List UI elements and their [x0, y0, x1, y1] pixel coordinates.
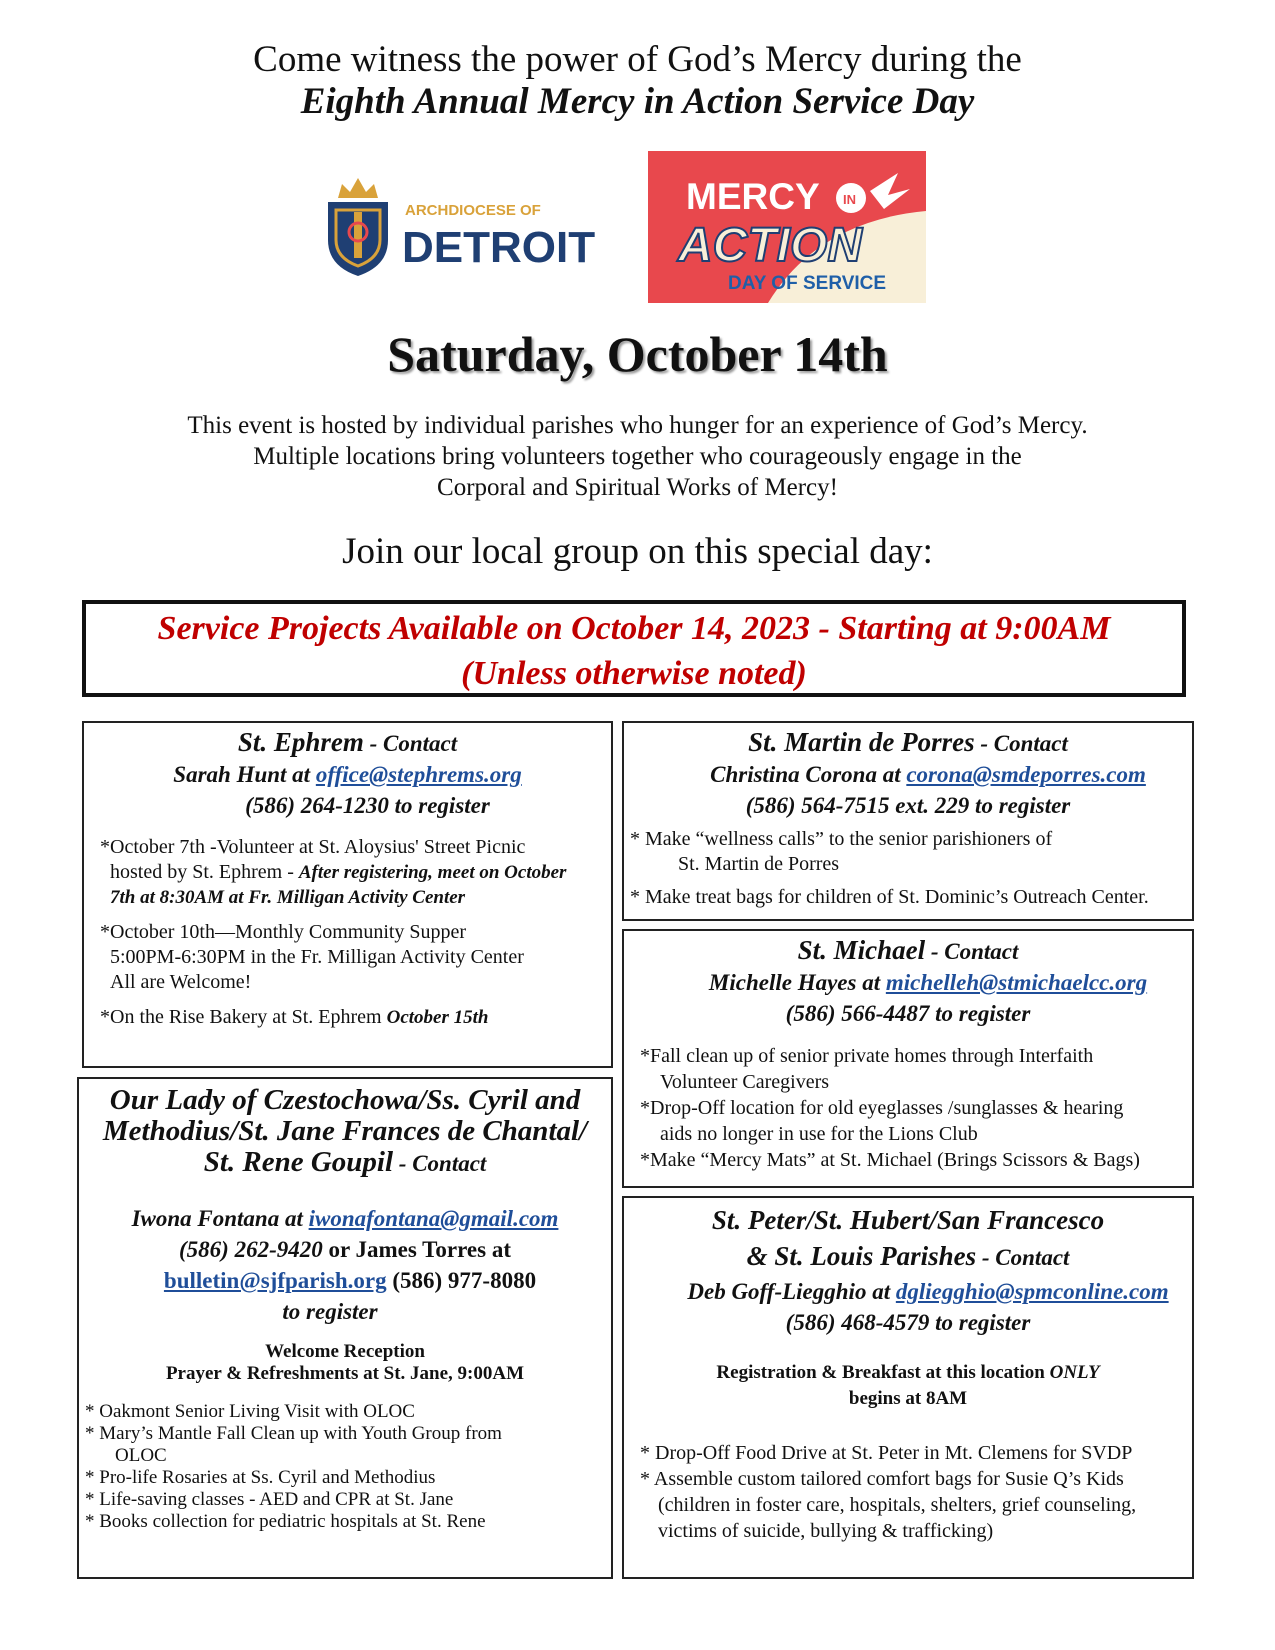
parish-name: St. Martin de Porres	[748, 727, 975, 757]
contact-person: Michelle Hayes at	[708, 970, 886, 995]
register-note: to register	[282, 1299, 378, 1324]
parish-box-st-ephrem	[82, 721, 613, 1068]
contact-phone-2: (586) 977-8080	[386, 1268, 537, 1293]
archdiocese-crest-icon	[320, 170, 610, 280]
ephrem-item-2-line-1: *October 10th—Monthly Community Supper	[100, 921, 467, 943]
contact-person: Deb Goff-Liegghio at	[687, 1279, 896, 1304]
peter-item-2-line-1: * Assemble custom tailored comfort bags for Susie Q’s Kids	[640, 1468, 1124, 1490]
mercy-in-action-logo	[648, 151, 926, 303]
mia-action-text: ACTION	[678, 219, 862, 272]
contact-label: - Contact	[925, 939, 1019, 964]
ephrem-item-2-line-3: All are Welcome!	[110, 971, 252, 993]
mia-mercy-text: MERCY	[686, 176, 820, 217]
email-link-1[interactable]: iwonafontana@gmail.com	[308, 1206, 559, 1231]
service-projects-banner	[82, 600, 1186, 697]
contact-person: Sarah Hunt at	[173, 762, 316, 787]
contact-phone: (586) 264-1230 to register	[245, 793, 490, 818]
parish-name-line-1: St. Peter/St. Hubert/San Francesco	[711, 1205, 1105, 1235]
michael-item-3: *Make “Mercy Mats” at St. Michael (Brings Scissors & Bags)	[640, 1149, 1140, 1171]
archdiocese-logo	[320, 170, 610, 280]
michael-item-2-line-2: aids no longer in use for the Lions Club	[660, 1123, 978, 1145]
intro-paragraph	[0, 410, 1275, 503]
email-link[interactable]: dgliegghio@spmconline.com	[895, 1279, 1169, 1304]
michael-item-1-line-1: *Fall clean up of senior private homes through Interfaith	[640, 1045, 1094, 1067]
parish-box-st-peter	[622, 1196, 1194, 1579]
archdiocese-main-text: DETROIT	[402, 223, 596, 272]
parish-box-st-michael	[622, 929, 1194, 1188]
parish-name: St. Ephrem	[237, 727, 364, 757]
parish-name-line-3: St. Rene Goupil	[203, 1146, 394, 1178]
email-link[interactable]: office@stephrems.org	[315, 762, 522, 787]
czesto-item-5: * Books collection for pediatric hospitals at St. Rene	[85, 1511, 486, 1532]
peter-item-2-line-3: victims of suicide, bullying & trafficking)	[658, 1520, 994, 1542]
contact-person: Christina Corona at	[710, 762, 907, 787]
czesto-item-2-cont: OLOC	[115, 1445, 167, 1466]
contact-label: - Contact	[976, 1245, 1070, 1270]
contact-phone-1: (586) 262-9420	[179, 1237, 323, 1262]
ephrem-item-1-emphasis: After registering, meet on October	[298, 862, 567, 883]
ephrem-item-1-line-1: *October 7th -Volunteer at St. Aloysius' Street Picnic	[100, 836, 526, 858]
contact-phone: (586) 468-4579 to register	[785, 1310, 1031, 1335]
martin-item-2: * Make treat bags for children of St. Dominic’s Outreach Center.	[630, 886, 1149, 908]
contact-label: - Contact	[393, 1151, 487, 1176]
contact-label: - Contact	[974, 731, 1068, 756]
mia-day-text: DAY OF SERVICE	[728, 273, 887, 294]
contact-person: Iwona Fontana at	[131, 1206, 309, 1231]
join-heading: Join our local group on this special day:	[342, 531, 933, 572]
event-date: Saturday, October 14th	[387, 326, 888, 382]
welcome-line-1: Welcome Reception	[265, 1341, 425, 1362]
ephrem-item-3-emphasis: October 15th	[386, 1007, 489, 1028]
email-link[interactable]: corona@smdeporres.com	[906, 762, 1146, 787]
email-link[interactable]: michelleh@stmichaelcc.org	[885, 970, 1148, 995]
contact-person-2: or James Torres at	[322, 1237, 511, 1262]
contact-phone: (586) 564-7515 ext. 229 to register	[745, 793, 1071, 818]
parish-name-line-1: Our Lady of Czestochowa/Ss. Cyril and	[109, 1084, 581, 1116]
peter-item-1: * Drop-Off Food Drive at St. Peter in Mt. Clemens for SVDP	[640, 1442, 1133, 1464]
peter-item-2-line-2: (children in foster care, hospitals, shelters, grief counseling,	[658, 1494, 1137, 1516]
czesto-item-1: * Oakmont Senior Living Visit with OLOC	[85, 1401, 415, 1422]
parish-box-st-martin	[622, 721, 1194, 921]
michael-item-2-line-1: *Drop-Off location for old eyeglasses /sunglasses & hearing	[640, 1097, 1124, 1119]
header-line-2: Eighth Annual Mercy in Action Service Day	[300, 81, 975, 122]
registration-emphasis: ONLY	[1049, 1362, 1100, 1383]
banner-line-2: (Unless otherwise noted)	[461, 655, 807, 692]
martin-item-1-line-1: * Make “wellness calls” to the senior parishioners of	[630, 828, 1053, 850]
intro-line-3: Corporal and Spiritual Works of Mercy!	[437, 474, 838, 501]
registration-line-1: Registration & Breakfast at this location	[716, 1362, 1050, 1383]
intro-line-2: Multiple locations bring volunteers together who courageously engage in the	[253, 443, 1022, 470]
mercy-in-action-graphic	[648, 151, 926, 303]
ephrem-item-3: *On the Rise Bakery at St. Ephrem	[100, 1006, 387, 1028]
ephrem-item-2-line-2: 5:00PM-6:30PM in the Fr. Milligan Activity Center	[110, 946, 524, 968]
ephrem-item-1-line-3: 7th at 8:30AM at Fr. Milligan Activity Center	[110, 887, 466, 908]
intro-line-1: This event is hosted by individual parishes who hunger for an experience of God’s Mercy.	[187, 412, 1088, 439]
banner-line-1: Service Projects Available on October 14, 2023 - Starting at 9:00AM	[157, 610, 1111, 647]
czesto-item-2: * Mary’s Mantle Fall Clean up with Youth Group from	[85, 1423, 502, 1444]
welcome-line-2: Prayer & Refreshments at St. Jane, 9:00AM	[165, 1363, 525, 1384]
parish-name-line-2: & St. Louis Parishes	[746, 1241, 977, 1271]
registration-line-2: begins at 8AM	[848, 1388, 968, 1409]
header-line-1: Come witness the power of God’s Mercy during the	[253, 39, 1022, 80]
email-link-2[interactable]: bulletin@sjfparish.org	[163, 1268, 387, 1293]
contact-label: - Contact	[363, 731, 458, 756]
parish-box-czestochowa	[77, 1077, 613, 1579]
mia-in-text: IN	[843, 192, 856, 207]
czesto-item-3: * Pro-life Rosaries at Ss. Cyril and Methodius	[85, 1467, 436, 1488]
contact-phone: (586) 566-4487 to register	[785, 1001, 1031, 1026]
archdiocese-top-text: ARCHDIOCESE OF	[405, 202, 541, 219]
parish-name: St. Michael	[797, 935, 926, 965]
martin-item-1-line-2: St. Martin de Porres	[678, 853, 840, 875]
ephrem-item-1-line-2: hosted by St. Ephrem -	[110, 861, 299, 883]
czesto-item-4: * Life-saving classes - AED and CPR at St. Jane	[85, 1489, 454, 1510]
parish-name-line-2: Methodius/St. Jane Frances de Chantal/	[102, 1115, 588, 1147]
michael-item-1-line-2: Volunteer Caregivers	[660, 1071, 830, 1093]
